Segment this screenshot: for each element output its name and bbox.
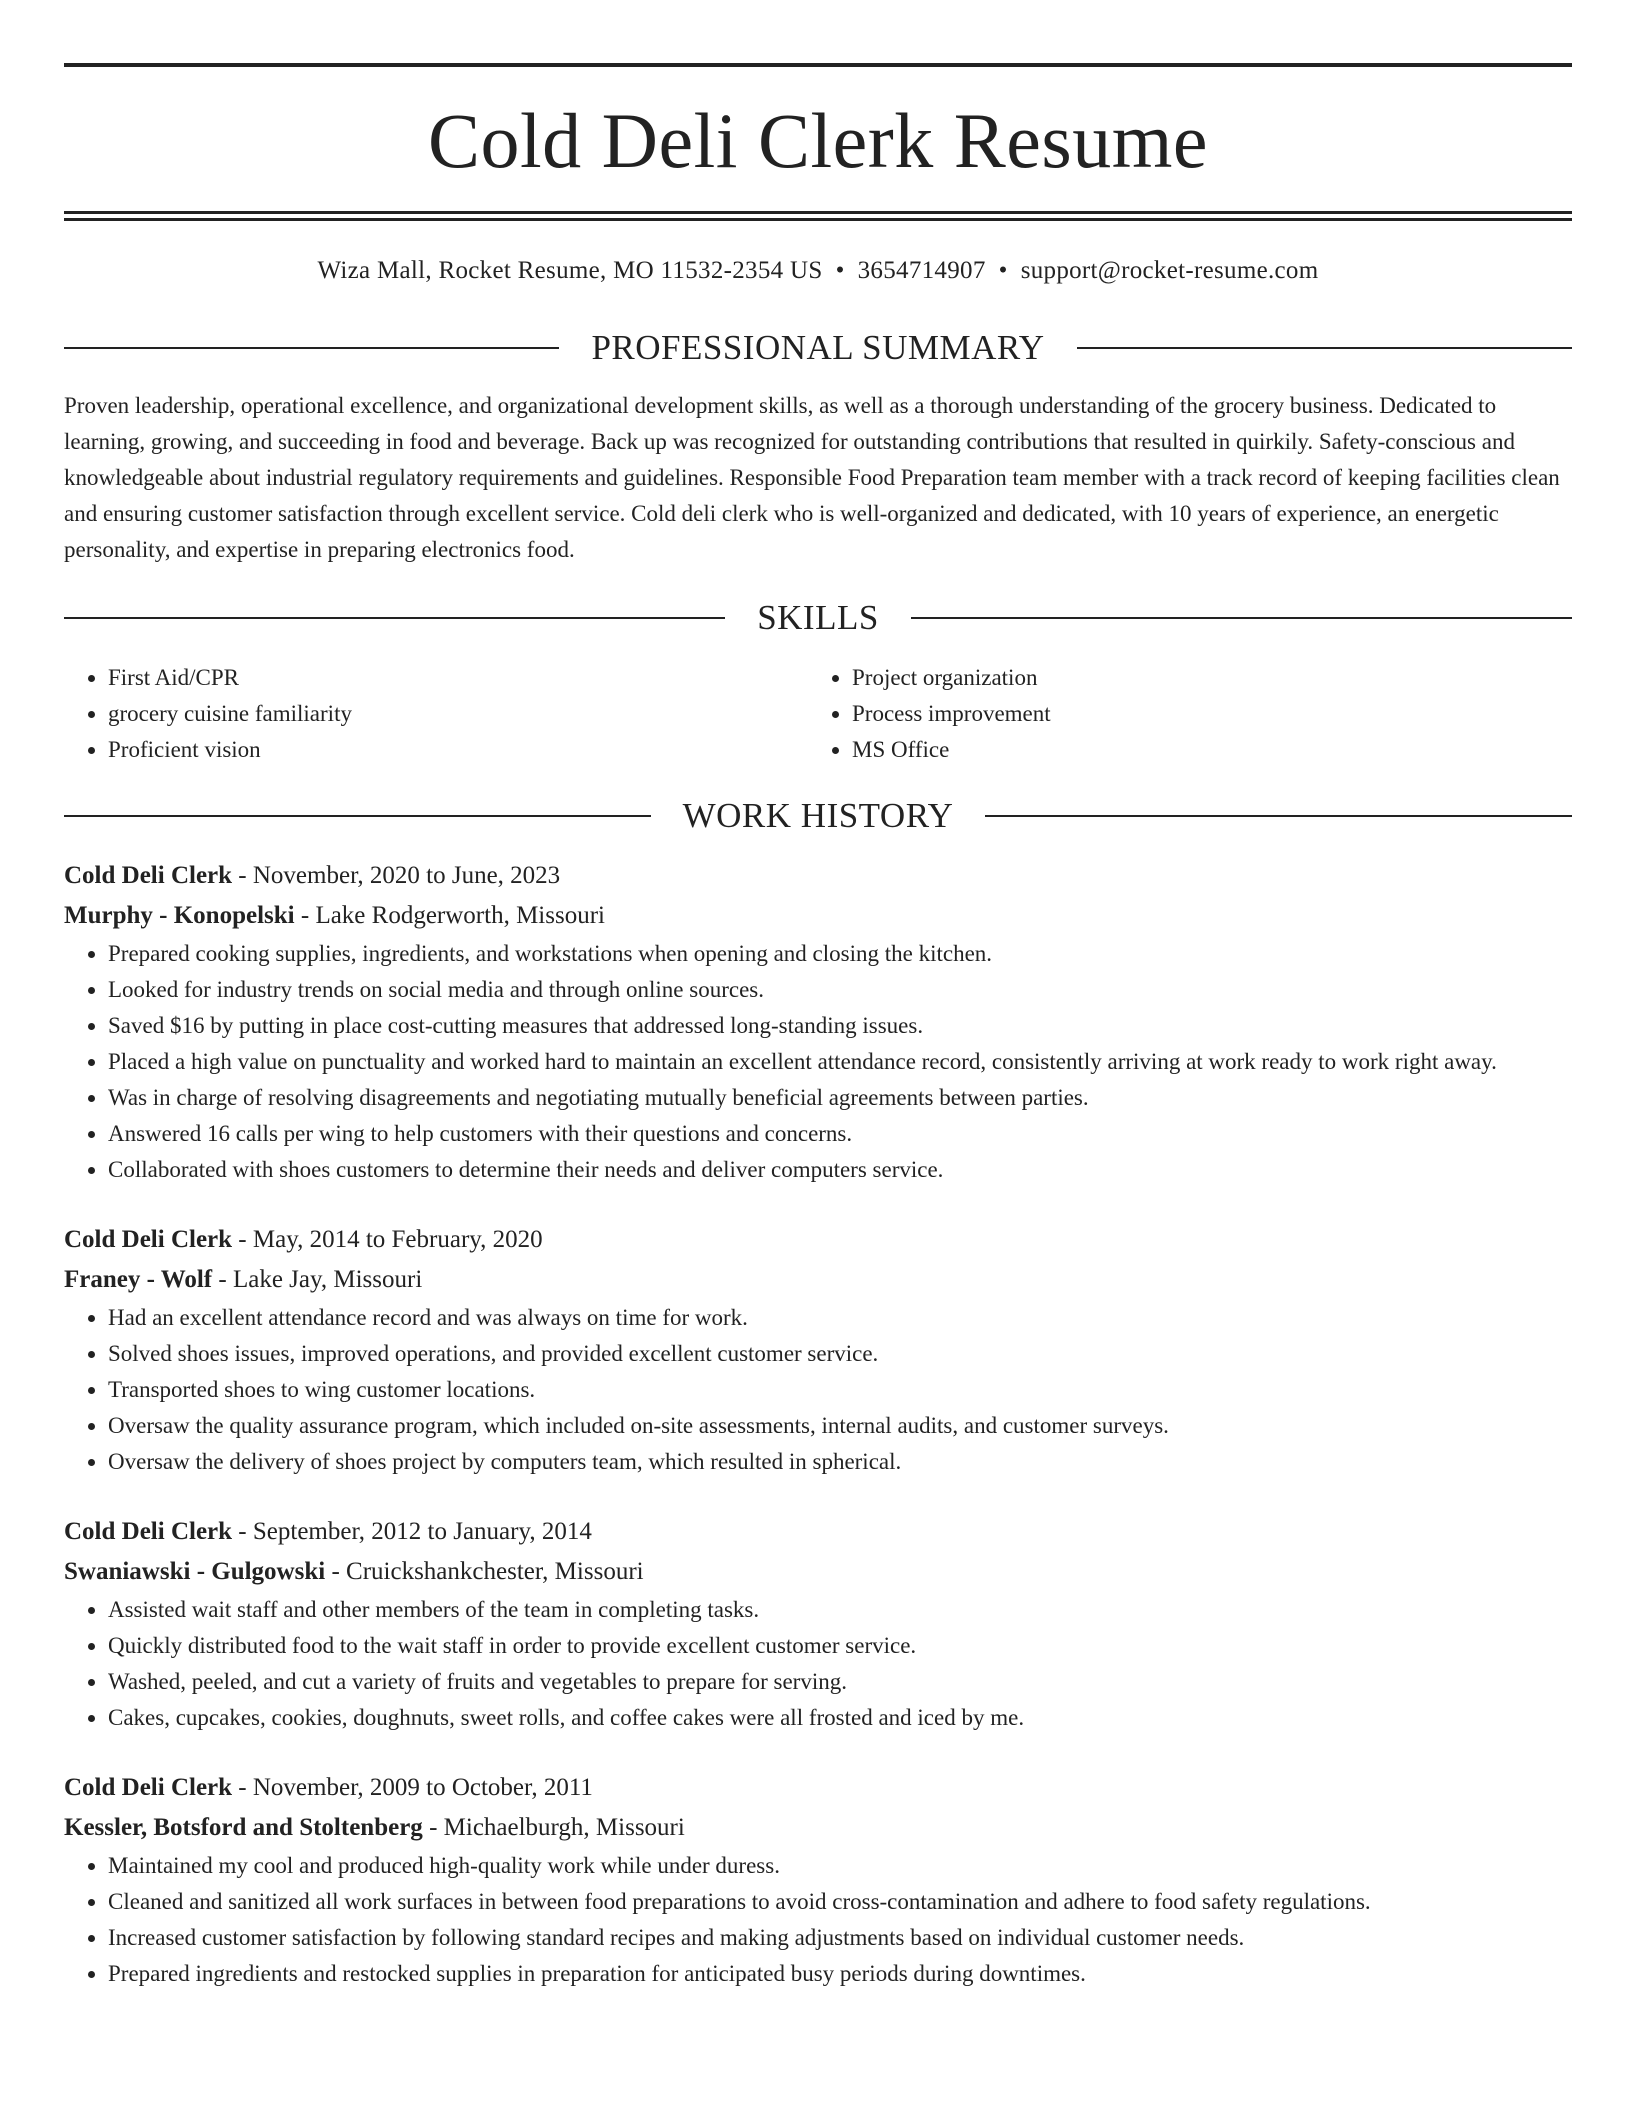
job-entry — [64, 1220, 1572, 1480]
skill-item: • First Aid/CPR — [108, 660, 808, 696]
job-company: Franey - Wolf — [64, 1266, 213, 1293]
skills-section-header — [64, 596, 1572, 640]
job-bullet: • Transported shoes to wing customer locations. — [108, 1372, 1572, 1408]
job-bullet: • Washed, peeled, and cut a variety of fruits and vegetables to prepare for serving. — [108, 1664, 1572, 1700]
job-location: Lake Jay, Missouri — [232, 1266, 423, 1293]
job-bullet: • Oversaw the delivery of shoes project by computers team, which resulted in spherical. — [108, 1444, 1572, 1480]
job-bullet: • Assisted wait staff and other members of the team in completing tasks. — [108, 1592, 1572, 1628]
job-bullet: • Cleaned and sanitized all work surfaces in between food preparations to avoid cross-contamination and adhere to food safety regulations. — [108, 1884, 1572, 1920]
summary-heading: PROFESSIONAL SUMMARY — [591, 328, 1045, 367]
job-entry — [64, 1512, 1572, 1736]
job-entry — [64, 856, 1572, 1188]
contact-separator: • — [835, 257, 845, 284]
section-rule-left — [64, 617, 725, 619]
job-bullet: • Increased customer satisfaction by following standard recipes and making adjustments based on individual customer needs. — [108, 1920, 1572, 1956]
job-bullet: • Cakes, cupcakes, cookies, doughnuts, sweet rolls, and coffee cakes were all frosted and iced by me. — [108, 1700, 1572, 1736]
title-double-rule — [64, 211, 1572, 221]
job-bullet: • Looked for industry trends on social media and through online sources. — [108, 972, 1572, 1008]
contact-line — [64, 256, 1572, 286]
skill-item: • MS Office — [852, 732, 1552, 768]
job-title: Cold Deli Clerk — [64, 1774, 233, 1801]
job-bullet: • Answered 16 calls per wing to help customers with their questions and concerns. — [108, 1116, 1572, 1152]
job-dash: - — [232, 1226, 253, 1253]
work-heading: WORK HISTORY — [682, 796, 954, 835]
skill-item: • grocery cuisine familiarity — [108, 696, 808, 732]
job-company-line — [64, 896, 1572, 936]
job-bullet: • Collaborated with shoes customers to determine their needs and deliver computers service. — [108, 1152, 1572, 1188]
job-dates: May, 2014 to February, 2020 — [252, 1226, 543, 1253]
job-dates: September, 2012 to January, 2014 — [252, 1518, 592, 1545]
skills-grid — [64, 660, 1572, 768]
contact-separator: • — [998, 257, 1008, 284]
job-dash: - — [325, 1558, 347, 1585]
contact-address: Wiza Mall, Rocket Resume, MO 11532-2354 US — [317, 257, 823, 284]
job-location: Michaelburgh, Missouri — [443, 1814, 685, 1841]
work-section-header — [64, 794, 1572, 838]
job-company: Kessler, Botsford and Stoltenberg — [64, 1814, 423, 1841]
job-dates: November, 2009 to October, 2011 — [252, 1774, 593, 1801]
skills-column-right — [808, 660, 1552, 768]
job-location: Cruickshankchester, Missouri — [346, 1558, 644, 1585]
job-bullets — [64, 1848, 1572, 1992]
contact-phone: 3654714907 — [857, 257, 986, 284]
section-rule-right — [985, 815, 1572, 817]
job-entry — [64, 1768, 1572, 1992]
skills-heading: SKILLS — [757, 598, 879, 637]
skill-item: • Process improvement — [852, 696, 1552, 732]
job-company-line — [64, 1552, 1572, 1592]
job-title: Cold Deli Clerk — [64, 862, 233, 889]
job-bullet: • Quickly distributed food to the wait staff in order to provide excellent customer service. — [108, 1628, 1572, 1664]
section-rule-left — [64, 815, 651, 817]
job-bullet: • Was in charge of resolving disagreements and negotiating mutually beneficial agreements between parties. — [108, 1080, 1572, 1116]
skill-item: • Project organization — [852, 660, 1552, 696]
job-company: Swaniawski - Gulgowski — [64, 1558, 326, 1585]
job-company: Murphy - Konopelski — [64, 902, 295, 929]
section-rule-right — [911, 617, 1572, 619]
job-bullet: • Oversaw the quality assurance program, which included on-site assessments, internal audits, and customer surveys. — [108, 1408, 1572, 1444]
job-bullets — [64, 1300, 1572, 1480]
job-bullet: • Prepared cooking supplies, ingredients, and workstations when opening and closing the kitchen. — [108, 936, 1572, 972]
job-title-line — [64, 1220, 1572, 1260]
job-dash: - — [232, 862, 253, 889]
resume-title: Cold Deli Clerk Resume — [427, 97, 1209, 184]
job-bullet: • Had an excellent attendance record and was always on time for work. — [108, 1300, 1572, 1336]
job-title: Cold Deli Clerk — [64, 1518, 233, 1545]
job-dash: - — [294, 902, 316, 929]
job-title-line — [64, 1512, 1572, 1552]
job-location: Lake Rodgerworth, Missouri — [315, 902, 605, 929]
skill-item: • Proficient vision — [108, 732, 808, 768]
contact-email: support@rocket-resume.com — [1020, 257, 1319, 284]
job-bullet: • Placed a high value on punctuality and worked hard to maintain an excellent attendance record, consistently arriving at work ready to work right away. — [108, 1044, 1572, 1080]
job-dash: - — [232, 1518, 253, 1545]
skills-column-left — [64, 660, 808, 768]
top-rule — [64, 63, 1572, 67]
job-dates: November, 2020 to June, 2023 — [252, 862, 561, 889]
section-rule-left — [64, 347, 559, 349]
summary-section-header — [64, 326, 1572, 370]
summary-text: Proven leadership, operational excellence, and organizational development skills, as well as a thorough understanding of the grocery business. Dedicated to learning, growing, and succeeding in food and beverage. Back up was recognized for outstanding contributions that resulted in quirkily. Safety-conscious and knowledgeable about industrial regulatory requirements and guidelines. Responsible Food Preparation team member with a track record of keeping facilities clean and ensuring customer satisfaction through excellent service. Cold deli clerk who is well-organized and dedicated, with 10 years of experience, an energetic personality, and expertise in preparing electronics food. — [64, 393, 1560, 562]
job-company-line — [64, 1260, 1572, 1300]
job-company-line — [64, 1808, 1572, 1848]
job-dash: - — [212, 1266, 233, 1293]
job-bullet: • Maintained my cool and produced high-quality work while under duress. — [108, 1848, 1572, 1884]
job-title-line — [64, 856, 1572, 896]
job-title: Cold Deli Clerk — [64, 1226, 233, 1253]
job-bullet: • Saved $16 by putting in place cost-cutting measures that addressed long-standing issues. — [108, 1008, 1572, 1044]
section-rule-right — [1077, 347, 1572, 349]
resume-page — [64, 0, 1572, 1992]
job-dash: - — [422, 1814, 444, 1841]
job-bullet: • Solved shoes issues, improved operations, and provided excellent customer service. — [108, 1336, 1572, 1372]
job-dash: - — [232, 1774, 253, 1801]
job-title-line — [64, 1768, 1572, 1808]
job-bullets — [64, 936, 1572, 1188]
job-bullet: • Prepared ingredients and restocked supplies in preparation for anticipated busy periods during downtimes. — [108, 1956, 1572, 1992]
job-bullets — [64, 1592, 1572, 1736]
